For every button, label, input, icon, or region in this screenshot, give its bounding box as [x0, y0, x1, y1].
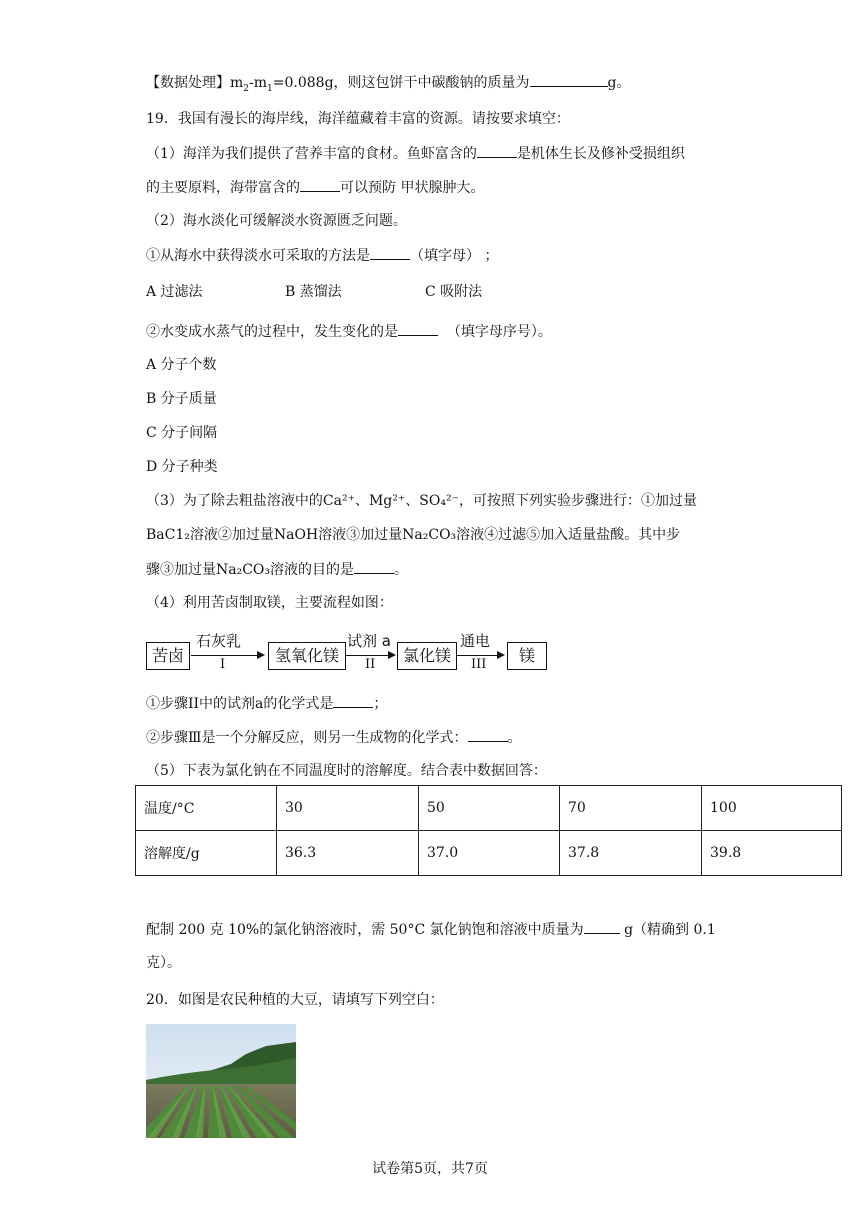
table-row — [136, 786, 842, 831]
option-c[interactable]: C 吸附法 — [425, 284, 483, 300]
table-cell: 37.0 — [419, 831, 560, 876]
flow-box-magnesium: 镁 — [507, 642, 547, 670]
flow-box-mg-chloride: 氯化镁 — [397, 642, 457, 670]
flow-arrow-2 — [346, 655, 394, 656]
solubility-table — [135, 785, 842, 876]
page-footer: 试卷第5页，共7页 — [372, 1161, 488, 1177]
table-cell: 温度/°C — [136, 786, 277, 831]
choice-c[interactable]: C 分子间隔 — [146, 425, 218, 441]
reagent-electrolysis: 通电 — [460, 632, 491, 650]
reagent-a: 试剂 a — [347, 632, 391, 650]
q19-part3-line2: BaC1₂溶液②加过量NaOH溶液③加过量Na₂CO₃溶液④过滤⑤加入适量盐酸。其中步 — [146, 527, 681, 543]
reagent-lime-milk: 石灰乳 — [196, 632, 242, 650]
answer-blank[interactable] — [300, 177, 340, 192]
table-cell: 37.8 — [560, 831, 702, 876]
table-cell: 36.3 — [277, 831, 419, 876]
q19-part2-options — [146, 282, 706, 302]
flow-arrow-3 — [457, 655, 503, 656]
choice-a[interactable]: A 分子个数 — [146, 357, 217, 373]
option-a[interactable]: A 过滤法 — [146, 284, 203, 300]
data-processing-line: 【数据处理】$m_2-m_1=0.088g$，则这包饼干中碳酸钠的质量为 g。 — [146, 72, 631, 93]
flow-box-mg-hydroxide: 氢氧化镁 — [268, 642, 346, 670]
answer-blank[interactable] — [370, 245, 410, 260]
table-row — [136, 831, 842, 876]
question-19-title: 19．我国有漫长的海岸线，海洋蕴藏着丰富的资源。请按要求填空： — [146, 111, 570, 127]
q19-part4-sub2: ②步骤Ⅲ是一个分解反应，则另一生成物的化学式： 。 — [146, 727, 522, 748]
q19-part3-line1: （3）为了除去粗盐溶液中的Ca²⁺、Mg²⁺、SO₄²⁻，可按照下列实验步骤进行：①加过量 — [146, 493, 697, 509]
q19-part2-sub2: ②水变成水蒸气的过程中，发生变化的是 （填字母序号）。 — [146, 321, 552, 342]
q19-part3-line3: 骤③加过量Na₂CO₃溶液的目的是 。 — [146, 559, 408, 580]
q19-part4: （4）利用苦卤制取镁，主要流程如图： — [146, 595, 393, 611]
answer-blank[interactable] — [468, 727, 508, 742]
table-cell: 70 — [560, 786, 702, 831]
q19-part2: （2）海水淡化可缓解淡水资源匮乏问题。 — [146, 213, 407, 229]
answer-blank[interactable] — [477, 143, 517, 158]
answer-blank[interactable] — [354, 559, 394, 574]
q19-part5: （5）下表为氯化钠在不同温度时的溶解度。结合表中数据回答： — [146, 763, 547, 779]
soybean-field-photo — [146, 1024, 296, 1138]
magnesium-flow-diagram — [146, 630, 546, 675]
q19-part1-line1: （1）海洋为我们提供了营养丰富的食材。鱼虾富含的 是机体生长及修补受损组织 — [146, 143, 685, 164]
question-20-title: 20．如图是农民种植的大豆，请填写下列空白： — [146, 992, 444, 1008]
table-cell: 50 — [419, 786, 560, 831]
answer-blank[interactable] — [530, 72, 608, 87]
step-2-label: II — [365, 657, 376, 672]
table-cell: 溶解度/g — [136, 831, 277, 876]
answer-blank[interactable] — [333, 693, 373, 708]
choice-d[interactable]: D 分子种类 — [146, 459, 218, 475]
q19-part4-sub1: ①步骤II中的试剂a的化学式是 ； — [146, 693, 387, 714]
step-3-label: III — [471, 657, 487, 672]
answer-blank[interactable] — [398, 321, 438, 336]
choice-b[interactable]: B 分子质量 — [146, 391, 217, 407]
option-b[interactable]: B 蒸馏法 — [285, 284, 342, 300]
flow-arrow-1 — [191, 655, 263, 656]
q19-part2-sub1: ①从海水中获得淡水可采取的方法是 （填字母） ； — [146, 245, 498, 266]
flow-box-bittern: 苦卤 — [146, 642, 190, 670]
step-1-label: I — [220, 657, 226, 672]
q19-part5-answer-line1: 配制 200 克 10%的氯化钠溶液时，需 50°C 氯化钠饱和溶液中质量为 g（精确到 0.1 — [146, 919, 716, 940]
answer-blank[interactable] — [584, 919, 620, 934]
table-cell: 100 — [702, 786, 842, 831]
table-cell: 30 — [277, 786, 419, 831]
q19-part1-line2: 的主要原料，海带富含的 可以预防 甲状腺肿大。 — [146, 177, 484, 198]
table-cell: 39.8 — [702, 831, 842, 876]
q19-part5-answer-line2: 克）。 — [146, 955, 181, 971]
